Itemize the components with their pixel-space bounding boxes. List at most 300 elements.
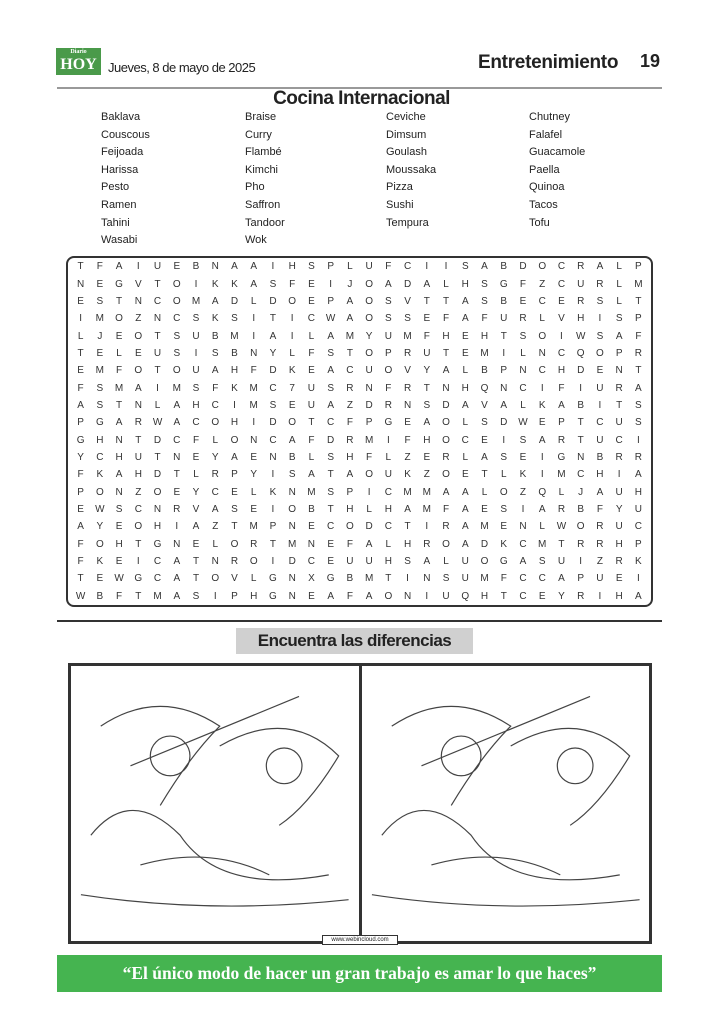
grid-letter[interactable]: S: [442, 573, 450, 585]
grid-letter[interactable]: L: [443, 278, 449, 290]
grid-letter[interactable]: E: [500, 521, 508, 533]
grid-letter[interactable]: O: [211, 417, 220, 429]
grid-letter[interactable]: I: [136, 261, 140, 273]
grid-letter[interactable]: F: [385, 261, 392, 273]
grid-letter[interactable]: Y: [365, 330, 373, 342]
grid-letter[interactable]: G: [76, 434, 85, 446]
grid-letter[interactable]: L: [347, 261, 353, 273]
grid-letter[interactable]: R: [596, 521, 604, 533]
grid-letter[interactable]: P: [231, 469, 238, 481]
grid-letter[interactable]: U: [365, 261, 373, 273]
grid-letter[interactable]: G: [95, 417, 104, 429]
grid-letter[interactable]: I: [194, 347, 198, 359]
grid-letter[interactable]: K: [269, 486, 277, 498]
grid-letter[interactable]: I: [598, 399, 602, 411]
grid-letter[interactable]: M: [307, 486, 316, 498]
grid-letter[interactable]: W: [518, 417, 528, 429]
grid-letter[interactable]: Z: [423, 469, 430, 481]
grid-letter[interactable]: S: [288, 469, 296, 481]
grid-letter[interactable]: A: [134, 382, 142, 394]
grid-letter[interactable]: E: [96, 573, 104, 585]
grid-letter[interactable]: Z: [519, 486, 527, 498]
grid-letter[interactable]: S: [115, 504, 123, 516]
grid-letter[interactable]: U: [577, 278, 585, 290]
grid-letter[interactable]: A: [250, 278, 258, 290]
grid-letter[interactable]: P: [231, 590, 238, 602]
grid-letter[interactable]: I: [579, 556, 583, 568]
grid-letter[interactable]: H: [230, 365, 239, 377]
grid-letter[interactable]: M: [364, 434, 374, 446]
grid-letter[interactable]: I: [598, 313, 602, 325]
grid-letter[interactable]: O: [172, 295, 181, 307]
grid-letter[interactable]: K: [500, 538, 508, 550]
grid-letter[interactable]: N: [173, 538, 181, 550]
grid-letter[interactable]: V: [231, 573, 238, 585]
grid-letter[interactable]: E: [96, 347, 104, 359]
grid-letter[interactable]: S: [327, 452, 334, 464]
grid-letter[interactable]: S: [635, 417, 642, 429]
grid-letter[interactable]: U: [153, 347, 162, 359]
grid-letter[interactable]: A: [308, 469, 315, 481]
grid-letter[interactable]: N: [365, 382, 373, 394]
grid-letter[interactable]: C: [577, 469, 585, 481]
grid-letter[interactable]: L: [308, 330, 315, 342]
grid-letter[interactable]: I: [252, 330, 256, 342]
grid-letter[interactable]: T: [327, 469, 334, 481]
grid-letter[interactable]: R: [173, 504, 181, 516]
grid-letter[interactable]: L: [539, 521, 545, 533]
grid-letter[interactable]: I: [367, 486, 371, 498]
grid-letter[interactable]: A: [461, 313, 469, 325]
grid-letter[interactable]: K: [635, 556, 642, 568]
grid-letter[interactable]: L: [308, 452, 315, 464]
grid-letter[interactable]: L: [462, 365, 469, 377]
grid-letter[interactable]: I: [136, 556, 140, 568]
grid-letter[interactable]: 7: [289, 382, 295, 394]
grid-letter[interactable]: R: [211, 469, 219, 481]
grid-letter[interactable]: H: [577, 313, 585, 325]
grid-letter[interactable]: O: [95, 486, 104, 498]
grid-letter[interactable]: L: [212, 538, 219, 550]
grid-letter[interactable]: O: [384, 365, 393, 377]
grid-letter[interactable]: T: [423, 295, 430, 307]
grid-letter[interactable]: N: [615, 365, 623, 377]
grid-letter[interactable]: C: [346, 365, 354, 377]
grid-letter[interactable]: S: [635, 399, 642, 411]
grid-letter[interactable]: Z: [346, 399, 353, 411]
grid-letter[interactable]: B: [577, 399, 585, 411]
grid-letter[interactable]: S: [231, 313, 238, 325]
grid-letter[interactable]: D: [153, 434, 162, 446]
grid-letter[interactable]: I: [540, 452, 544, 464]
grid-letter[interactable]: T: [269, 313, 276, 325]
grid-letter[interactable]: K: [96, 556, 104, 568]
grid-letter[interactable]: G: [384, 417, 393, 429]
grid-letter[interactable]: S: [481, 417, 488, 429]
grid-letter[interactable]: R: [442, 521, 450, 533]
grid-letter[interactable]: R: [557, 434, 566, 446]
grid-letter[interactable]: D: [327, 434, 335, 446]
grid-letter[interactable]: S: [385, 313, 392, 325]
grid-letter[interactable]: M: [403, 330, 412, 342]
grid-letter[interactable]: T: [558, 538, 565, 550]
grid-letter[interactable]: K: [211, 278, 219, 290]
grid-letter[interactable]: D: [577, 365, 585, 377]
grid-letter[interactable]: T: [308, 417, 315, 429]
grid-letter[interactable]: A: [461, 521, 469, 533]
grid-letter[interactable]: Z: [539, 278, 546, 290]
grid-letter[interactable]: K: [288, 365, 296, 377]
grid-letter[interactable]: B: [500, 295, 508, 307]
grid-letter[interactable]: I: [194, 278, 198, 290]
grid-letter[interactable]: C: [596, 417, 604, 429]
grid-letter[interactable]: A: [346, 295, 354, 307]
grid-letter[interactable]: A: [500, 399, 508, 411]
grid-letter[interactable]: C: [173, 313, 181, 325]
grid-letter[interactable]: N: [250, 434, 258, 446]
grid-letter[interactable]: C: [519, 590, 527, 602]
grid-letter[interactable]: U: [384, 469, 392, 481]
grid-letter[interactable]: N: [211, 556, 219, 568]
grid-letter[interactable]: M: [191, 295, 201, 307]
grid-letter[interactable]: N: [423, 573, 431, 585]
grid-letter[interactable]: Q: [538, 486, 547, 498]
grid-letter[interactable]: O: [230, 538, 239, 550]
grid-letter[interactable]: U: [596, 382, 604, 394]
grid-letter[interactable]: A: [615, 330, 623, 342]
grid-letter[interactable]: C: [153, 295, 162, 307]
grid-letter[interactable]: T: [231, 521, 238, 533]
grid-letter[interactable]: Z: [212, 521, 219, 533]
grid-letter[interactable]: T: [577, 417, 584, 429]
grid-letter[interactable]: F: [116, 590, 123, 602]
grid-letter[interactable]: B: [231, 347, 238, 359]
grid-letter[interactable]: S: [327, 347, 334, 359]
grid-letter[interactable]: A: [173, 556, 181, 568]
grid-letter[interactable]: L: [77, 330, 84, 342]
grid-letter[interactable]: L: [212, 434, 219, 446]
grid-letter[interactable]: S: [96, 399, 104, 411]
grid-letter[interactable]: F: [77, 556, 84, 568]
grid-letter[interactable]: S: [404, 313, 411, 325]
grid-letter[interactable]: E: [308, 365, 315, 377]
grid-letter[interactable]: I: [560, 330, 563, 342]
grid-letter[interactable]: E: [173, 261, 181, 273]
grid-letter[interactable]: C: [307, 556, 316, 568]
grid-letter[interactable]: T: [481, 469, 488, 481]
grid-letter[interactable]: O: [288, 504, 297, 516]
grid-letter[interactable]: D: [288, 556, 296, 568]
grid-letter[interactable]: C: [538, 573, 546, 585]
grid-letter[interactable]: D: [365, 521, 373, 533]
grid-letter[interactable]: L: [520, 399, 526, 411]
grid-letter[interactable]: F: [558, 382, 565, 394]
grid-letter[interactable]: C: [557, 347, 566, 359]
grid-letter[interactable]: U: [307, 382, 316, 394]
grid-letter[interactable]: I: [636, 434, 640, 446]
grid-letter[interactable]: H: [423, 434, 431, 446]
grid-letter[interactable]: H: [115, 452, 123, 464]
grid-letter[interactable]: O: [365, 347, 373, 359]
grid-letter[interactable]: M: [345, 330, 355, 342]
grid-letter[interactable]: S: [461, 261, 469, 273]
grid-letter[interactable]: S: [385, 295, 392, 307]
grid-letter[interactable]: G: [115, 278, 123, 290]
grid-letter[interactable]: A: [596, 486, 604, 498]
grid-letter[interactable]: N: [288, 573, 296, 585]
grid-letter[interactable]: T: [616, 399, 623, 411]
grid-letter[interactable]: K: [231, 278, 238, 290]
grid-letter[interactable]: M: [95, 365, 104, 377]
grid-letter[interactable]: U: [461, 573, 469, 585]
grid-letter[interactable]: E: [596, 365, 604, 377]
grid-letter[interactable]: A: [115, 469, 123, 481]
grid-letter[interactable]: Q: [461, 590, 470, 602]
grid-letter[interactable]: E: [308, 521, 315, 533]
grid-letter[interactable]: G: [326, 573, 335, 585]
grid-letter[interactable]: T: [135, 538, 142, 550]
grid-letter[interactable]: E: [173, 486, 181, 498]
grid-letter[interactable]: E: [538, 590, 546, 602]
grid-letter[interactable]: F: [346, 417, 353, 429]
grid-letter[interactable]: H: [250, 590, 258, 602]
grid-letter[interactable]: N: [173, 452, 181, 464]
grid-letter[interactable]: M: [403, 486, 412, 498]
grid-letter[interactable]: A: [596, 261, 604, 273]
grid-letter[interactable]: O: [442, 538, 450, 550]
grid-letter[interactable]: U: [134, 452, 142, 464]
grid-letter[interactable]: I: [156, 382, 159, 394]
grid-letter[interactable]: E: [250, 504, 258, 516]
grid-letter[interactable]: E: [327, 556, 334, 568]
grid-letter[interactable]: M: [230, 330, 239, 342]
grid-letter[interactable]: T: [500, 590, 507, 602]
grid-letter[interactable]: M: [95, 313, 104, 325]
grid-letter[interactable]: P: [346, 486, 354, 498]
grid-letter[interactable]: T: [269, 538, 276, 550]
grid-letter[interactable]: V: [192, 504, 200, 516]
grid-letter[interactable]: A: [461, 504, 469, 516]
grid-letter[interactable]: O: [365, 295, 373, 307]
grid-letter[interactable]: O: [538, 261, 547, 273]
grid-letter[interactable]: R: [577, 295, 585, 307]
grid-letter[interactable]: A: [173, 399, 181, 411]
grid-letter[interactable]: Y: [96, 521, 104, 533]
grid-letter[interactable]: O: [211, 573, 220, 585]
grid-letter[interactable]: N: [538, 347, 546, 359]
grid-letter[interactable]: E: [308, 590, 315, 602]
grid-letter[interactable]: A: [192, 521, 200, 533]
grid-letter[interactable]: S: [596, 330, 604, 342]
grid-letter[interactable]: S: [404, 556, 411, 568]
grid-letter[interactable]: C: [519, 573, 527, 585]
grid-letter[interactable]: C: [211, 399, 219, 411]
grid-letter[interactable]: I: [598, 590, 602, 602]
grid-letter[interactable]: O: [172, 278, 181, 290]
grid-letter[interactable]: N: [211, 261, 219, 273]
grid-letter[interactable]: R: [634, 452, 642, 464]
grid-letter[interactable]: L: [539, 313, 545, 325]
grid-letter[interactable]: V: [558, 313, 565, 325]
grid-letter[interactable]: A: [211, 295, 219, 307]
grid-letter[interactable]: O: [538, 330, 547, 342]
grid-letter[interactable]: U: [365, 365, 373, 377]
grid-letter[interactable]: R: [346, 382, 354, 394]
grid-letter[interactable]: A: [461, 295, 469, 307]
grid-letter[interactable]: A: [173, 417, 181, 429]
grid-letter[interactable]: B: [288, 452, 296, 464]
grid-letter[interactable]: I: [290, 313, 294, 325]
grid-letter[interactable]: O: [345, 521, 354, 533]
grid-letter[interactable]: P: [327, 261, 334, 273]
grid-letter[interactable]: D: [403, 278, 412, 290]
grid-letter[interactable]: U: [346, 556, 354, 568]
grid-letter[interactable]: U: [384, 330, 392, 342]
grid-letter[interactable]: A: [327, 590, 334, 602]
grid-letter[interactable]: W: [95, 504, 105, 516]
grid-letter[interactable]: N: [403, 399, 412, 411]
grid-letter[interactable]: O: [288, 417, 297, 429]
grid-letter[interactable]: O: [384, 590, 393, 602]
grid-letter[interactable]: F: [596, 504, 603, 516]
grid-letter[interactable]: L: [481, 486, 488, 498]
grid-letter[interactable]: H: [346, 452, 354, 464]
grid-letter[interactable]: Y: [192, 486, 200, 498]
grid-letter[interactable]: N: [519, 521, 527, 533]
grid-letter[interactable]: M: [538, 538, 547, 550]
grid-letter[interactable]: R: [596, 538, 604, 550]
grid-letter[interactable]: I: [617, 469, 621, 481]
grid-letter[interactable]: I: [252, 417, 256, 429]
grid-letter[interactable]: M: [114, 382, 124, 394]
grid-letter[interactable]: L: [250, 486, 257, 498]
grid-letter[interactable]: I: [271, 556, 275, 568]
grid-letter[interactable]: N: [134, 295, 142, 307]
grid-letter[interactable]: C: [153, 573, 162, 585]
grid-letter[interactable]: H: [153, 521, 162, 533]
grid-letter[interactable]: F: [192, 434, 200, 446]
grid-letter[interactable]: H: [615, 590, 623, 602]
grid-letter[interactable]: H: [115, 538, 123, 550]
grid-letter[interactable]: A: [115, 417, 123, 429]
grid-letter[interactable]: R: [403, 347, 412, 359]
grid-letter[interactable]: L: [366, 504, 372, 516]
grid-letter[interactable]: R: [403, 382, 412, 394]
grid-letter[interactable]: E: [115, 521, 123, 533]
grid-letter[interactable]: N: [288, 486, 296, 498]
grid-letter[interactable]: E: [481, 434, 488, 446]
grid-letter[interactable]: M: [249, 382, 258, 394]
grid-letter[interactable]: M: [422, 486, 431, 498]
grid-letter[interactable]: C: [269, 434, 277, 446]
grid-letter[interactable]: U: [615, 486, 623, 498]
grid-letter[interactable]: S: [500, 504, 508, 516]
grid-letter[interactable]: T: [192, 556, 200, 568]
grid-letter[interactable]: P: [365, 417, 373, 429]
grid-letter[interactable]: I: [540, 469, 544, 481]
grid-letter[interactable]: M: [480, 521, 489, 533]
grid-letter[interactable]: O: [442, 417, 450, 429]
grid-letter[interactable]: S: [327, 486, 334, 498]
grid-letter[interactable]: I: [425, 521, 429, 533]
grid-letter[interactable]: M: [480, 347, 489, 359]
grid-letter[interactable]: T: [173, 469, 180, 481]
grid-letter[interactable]: O: [288, 295, 297, 307]
grid-letter[interactable]: A: [211, 365, 219, 377]
grid-letter[interactable]: T: [423, 382, 430, 394]
grid-letter[interactable]: I: [213, 590, 217, 602]
grid-letter[interactable]: O: [442, 469, 450, 481]
grid-letter[interactable]: U: [192, 330, 200, 342]
grid-letter[interactable]: O: [442, 434, 450, 446]
grid-letter[interactable]: A: [385, 278, 392, 290]
grid-letter[interactable]: L: [385, 452, 392, 464]
grid-letter[interactable]: F: [635, 330, 642, 342]
grid-letter[interactable]: Y: [558, 590, 565, 602]
grid-letter[interactable]: F: [289, 278, 296, 290]
grid-letter[interactable]: B: [481, 365, 488, 377]
grid-letter[interactable]: B: [596, 452, 604, 464]
grid-letter[interactable]: T: [327, 504, 334, 516]
grid-letter[interactable]: R: [634, 347, 642, 359]
grid-letter[interactable]: T: [500, 330, 507, 342]
grid-letter[interactable]: L: [250, 295, 257, 307]
grid-letter[interactable]: R: [615, 382, 623, 394]
grid-letter[interactable]: Y: [423, 365, 431, 377]
grid-letter[interactable]: N: [115, 486, 123, 498]
grid-letter[interactable]: S: [481, 295, 488, 307]
grid-letter[interactable]: U: [423, 347, 431, 359]
grid-letter[interactable]: B: [500, 261, 508, 273]
grid-letter[interactable]: A: [461, 538, 469, 550]
grid-letter[interactable]: M: [172, 382, 181, 394]
grid-letter[interactable]: C: [519, 538, 527, 550]
grid-letter[interactable]: W: [75, 590, 86, 602]
grid-letter[interactable]: C: [384, 521, 392, 533]
grid-letter[interactable]: N: [288, 521, 296, 533]
grid-letter[interactable]: S: [423, 399, 431, 411]
grid-letter[interactable]: S: [308, 261, 315, 273]
grid-letter[interactable]: F: [481, 313, 488, 325]
grid-letter[interactable]: I: [425, 590, 429, 602]
grid-letter[interactable]: I: [290, 330, 294, 342]
grid-letter[interactable]: O: [576, 521, 585, 533]
grid-letter[interactable]: I: [329, 278, 333, 290]
grid-letter[interactable]: A: [173, 573, 181, 585]
grid-letter[interactable]: E: [423, 313, 431, 325]
grid-letter[interactable]: F: [423, 330, 430, 342]
grid-letter[interactable]: E: [481, 504, 488, 516]
grid-letter[interactable]: C: [211, 486, 219, 498]
grid-letter[interactable]: T: [77, 573, 84, 585]
grid-letter[interactable]: S: [96, 295, 104, 307]
grid-letter[interactable]: Y: [250, 469, 258, 481]
grid-letter[interactable]: S: [519, 434, 527, 446]
grid-letter[interactable]: H: [615, 538, 623, 550]
grid-letter[interactable]: P: [635, 313, 642, 325]
grid-letter[interactable]: L: [558, 486, 565, 498]
grid-letter[interactable]: F: [442, 504, 450, 516]
grid-letter[interactable]: S: [96, 382, 104, 394]
grid-letter[interactable]: B: [211, 330, 219, 342]
grid-letter[interactable]: P: [77, 417, 84, 429]
grid-letter[interactable]: I: [252, 313, 256, 325]
grid-letter[interactable]: S: [519, 330, 527, 342]
grid-letter[interactable]: A: [423, 417, 431, 429]
grid-letter[interactable]: D: [480, 538, 489, 550]
grid-letter[interactable]: C: [134, 504, 142, 516]
grid-letter[interactable]: A: [231, 261, 238, 273]
